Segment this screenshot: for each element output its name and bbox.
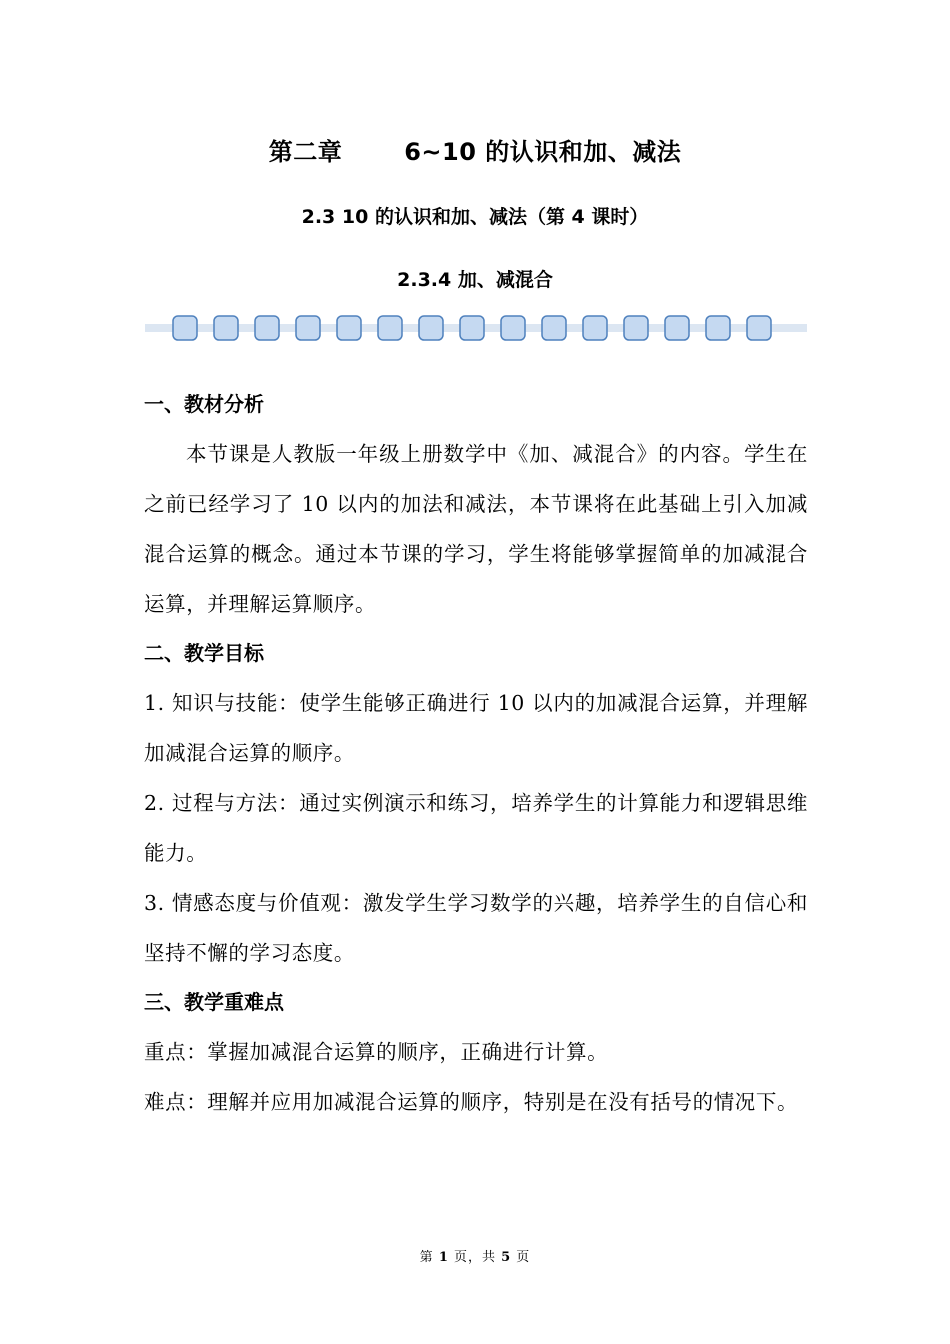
footer-prefix: 第 (419, 1250, 439, 1265)
footer-total-pages: 5 (501, 1250, 512, 1265)
paragraph-textbook-analysis: 本节课是人教版一年级上册数学中《加、减混合》的内容。学生在之前已经学习了 10 以内的加法和减法，本节课将在此基础上引入加减混合运算的概念。通过本节课的学习，学生将能够掌握简单的加减混合运算，并理解运算顺序。 (144, 442, 808, 616)
divider-bead (255, 316, 279, 340)
section-title: 2.3 10 的认识和加、减法（第 4 课时） (301, 206, 649, 228)
heading-textbook-analysis: 一、教材分析 (144, 392, 264, 416)
divider-bead (542, 316, 566, 340)
page-footer (0, 1246, 950, 1265)
divider-bead (665, 316, 689, 340)
divider-bead (624, 316, 648, 340)
chapter-title: 第二章 6~10 的认识和加、减法 (268, 138, 682, 166)
divider-bead (296, 316, 320, 340)
subsection-title: 2.3.4 加、减混合 (397, 269, 553, 291)
bead-divider (144, 313, 808, 343)
divider-bead (378, 316, 402, 340)
difficult-point: 难点：理解并应用加减混合运算的顺序，特别是在没有括号的情况下。 (144, 1090, 799, 1114)
footer-current-page: 1 (438, 1250, 449, 1265)
divider-bead (706, 316, 730, 340)
goal-item-knowledge: 1. 知识与技能：使学生能够正确进行 10 以内的加减混合运算，并理解加减混合运算的顺序。 (144, 691, 808, 765)
key-point: 重点：掌握加减混合运算的顺序，正确进行计算。 (144, 1040, 609, 1064)
divider-bead (214, 316, 238, 340)
main-content (144, 380, 808, 1127)
divider-bead (419, 316, 443, 340)
divider-bead (337, 316, 361, 340)
divider-bead (460, 316, 484, 340)
footer-middle: 页，共 (448, 1250, 502, 1265)
footer-suffix: 页 (511, 1250, 531, 1265)
goal-item-process: 2. 过程与方法：通过实例演示和练习，培养学生的计算能力和逻辑思维能力。 (144, 791, 808, 865)
divider-bead (173, 316, 197, 340)
divider-bead (583, 316, 607, 340)
divider-beads (173, 316, 771, 340)
goal-item-attitude: 3. 情感态度与价值观：激发学生学习数学的兴趣，培养学生的自信心和坚持不懈的学习态度。 (144, 891, 808, 965)
divider-bead (747, 316, 771, 340)
heading-key-difficulties: 三、教学重难点 (144, 990, 284, 1014)
heading-teaching-goals: 二、教学目标 (144, 641, 264, 665)
divider-bead (501, 316, 525, 340)
